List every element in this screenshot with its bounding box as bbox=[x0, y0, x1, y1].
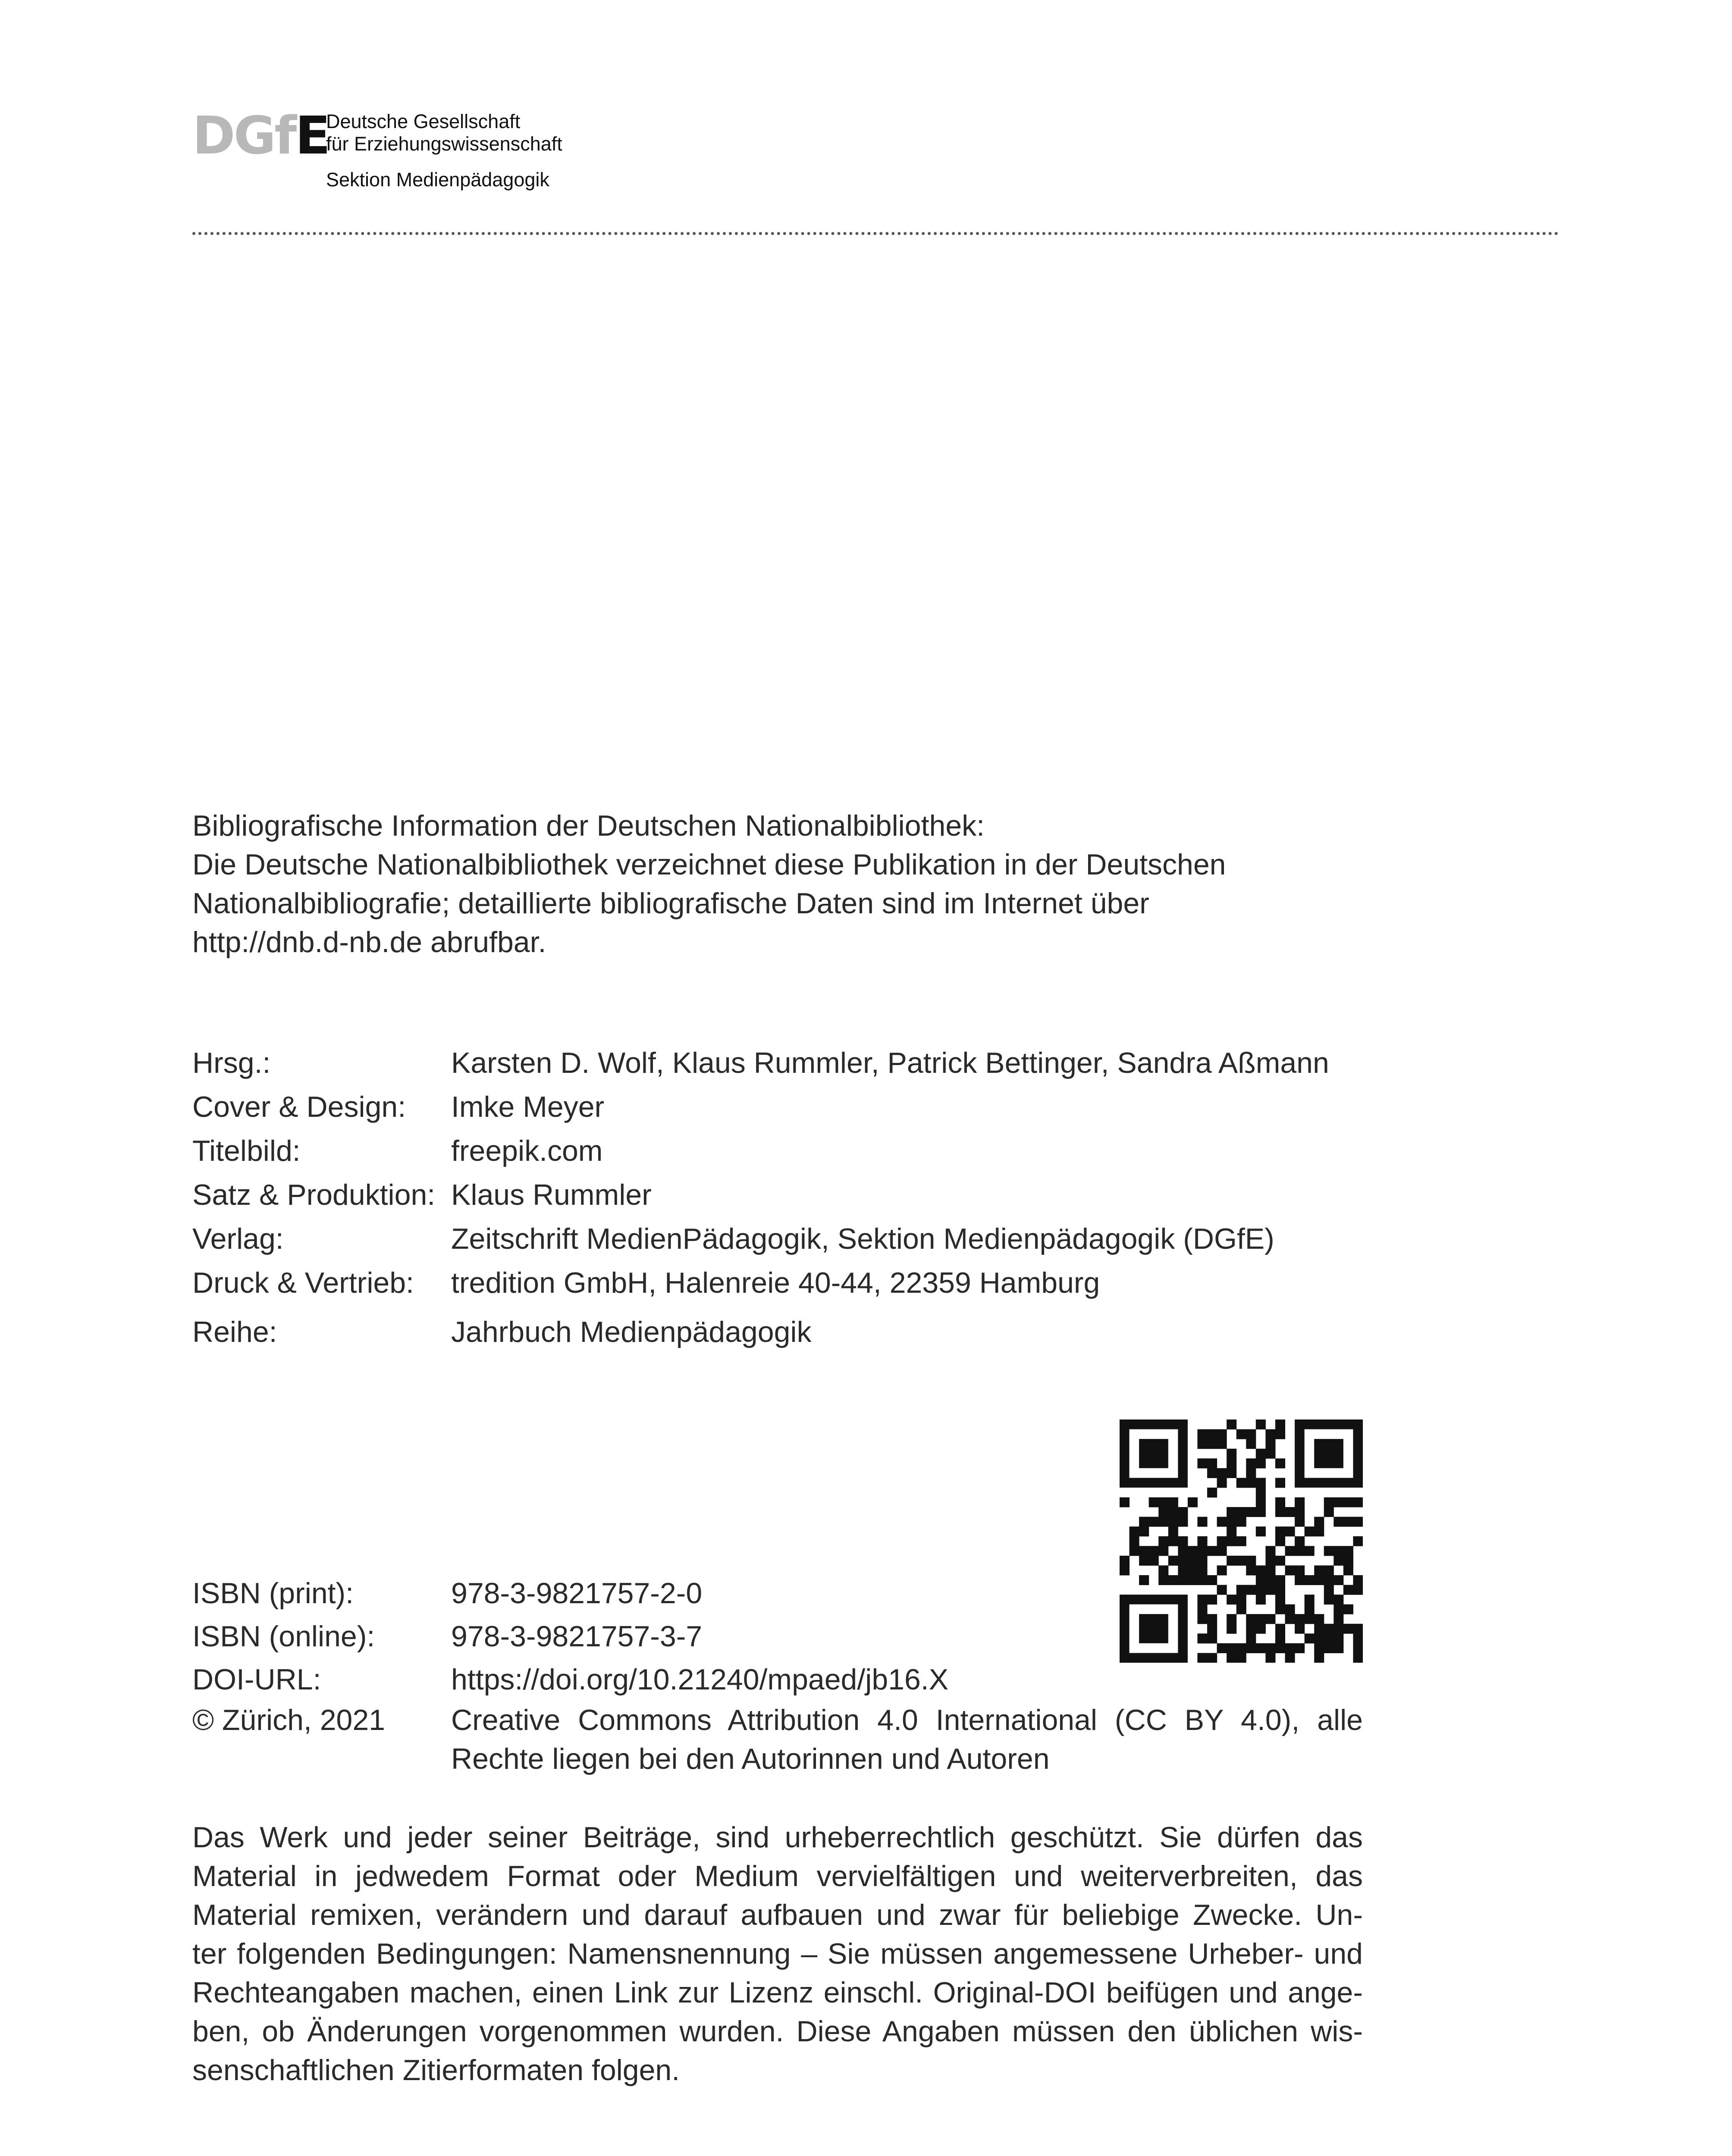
bibliographic-information: Bibliografische Information der Deutschen Nationalbibliothek: Die Deutsche Nationalbibliothek verzeichnet diese Publikation in der Deutschen Nationalbibliografie; detaillierte bibliografische Daten sind im Internet über http://dnb.d-nb.de abrufbar. bbox=[192, 809, 1226, 959]
copyright-label: © Zürich, 2021 bbox=[192, 1704, 385, 1736]
credit-label: Verlag: bbox=[192, 1222, 284, 1255]
isbn-print: 978-3-9821757-2-0 bbox=[451, 1577, 703, 1610]
identifier-label: ISBN (online): bbox=[192, 1620, 375, 1653]
section-name: Sektion Medienpädagogik bbox=[326, 169, 549, 191]
credit-value: Jahrbuch Medienpädagogik bbox=[451, 1316, 812, 1348]
credit-value: freepik.com bbox=[451, 1134, 603, 1167]
credit-label: Cover & Design: bbox=[192, 1091, 406, 1123]
credit-label: Titelbild: bbox=[192, 1134, 301, 1167]
qr-code-icon bbox=[1120, 1420, 1363, 1663]
credit-value: Zeitschrift MedienPädagogik, Sektion Medienpädagogik (DGfE) bbox=[451, 1222, 1274, 1255]
license-text: Creative Commons Attribution 4.0 International (CC BY 4.0), alle Rechte liegen bei den Autorinnen und Autoren bbox=[451, 1704, 1363, 1775]
copyright-notice: Das Werk und jeder seiner Beiträge, sind urheberrechtlich geschützt. Sie dürfen das Material in jedwedem Format oder Medium vervielfältigen und weiterverbreiten, das Material remixen, verändern und darauf aufbauen und zwar für beliebige Zwecke. Un- ter folgenden Bedingungen: Namensnennung – Sie müssen angemessene Urheber- und Rechteangaben machen, einen Link zur Lizenz einschl. Original-DOI beifügen und ange- ben, ob Änderungen vorgenommen wurden. Diese Angaben müssen den üblichen wis- senschaftlichen Zitierformaten folgen. bbox=[192, 1821, 1363, 2087]
credit-label: Druck & Vertrieb: bbox=[192, 1266, 414, 1299]
credit-label: Hrsg.: bbox=[192, 1047, 271, 1079]
credit-value: Karsten D. Wolf, Klaus Rummler, Patrick Bettinger, Sandra Aßmann bbox=[451, 1047, 1329, 1079]
identifier-label: DOI-URL: bbox=[192, 1663, 321, 1696]
credit-label: Satz & Produktion: bbox=[192, 1178, 436, 1211]
identifier-label: ISBN (print): bbox=[192, 1577, 354, 1610]
isbn-online: 978-3-9821757-3-7 bbox=[451, 1620, 703, 1653]
credit-value: Imke Meyer bbox=[451, 1091, 605, 1123]
logo-mark: DGfE bbox=[192, 106, 329, 166]
doi-url[interactable]: https://doi.org/10.21240/mpaed/jb16.X bbox=[451, 1663, 949, 1696]
dgfe-logo bbox=[192, 106, 624, 197]
credit-label: Reihe: bbox=[192, 1316, 277, 1348]
header-dotted-rule bbox=[192, 232, 1559, 235]
organization-name: Deutsche Gesellschaft für Erziehungswissenschaft bbox=[326, 110, 562, 155]
credit-value: tredition GmbH, Halenreie 40-44, 22359 Hamburg bbox=[451, 1266, 1100, 1299]
credit-value: Klaus Rummler bbox=[451, 1178, 652, 1211]
